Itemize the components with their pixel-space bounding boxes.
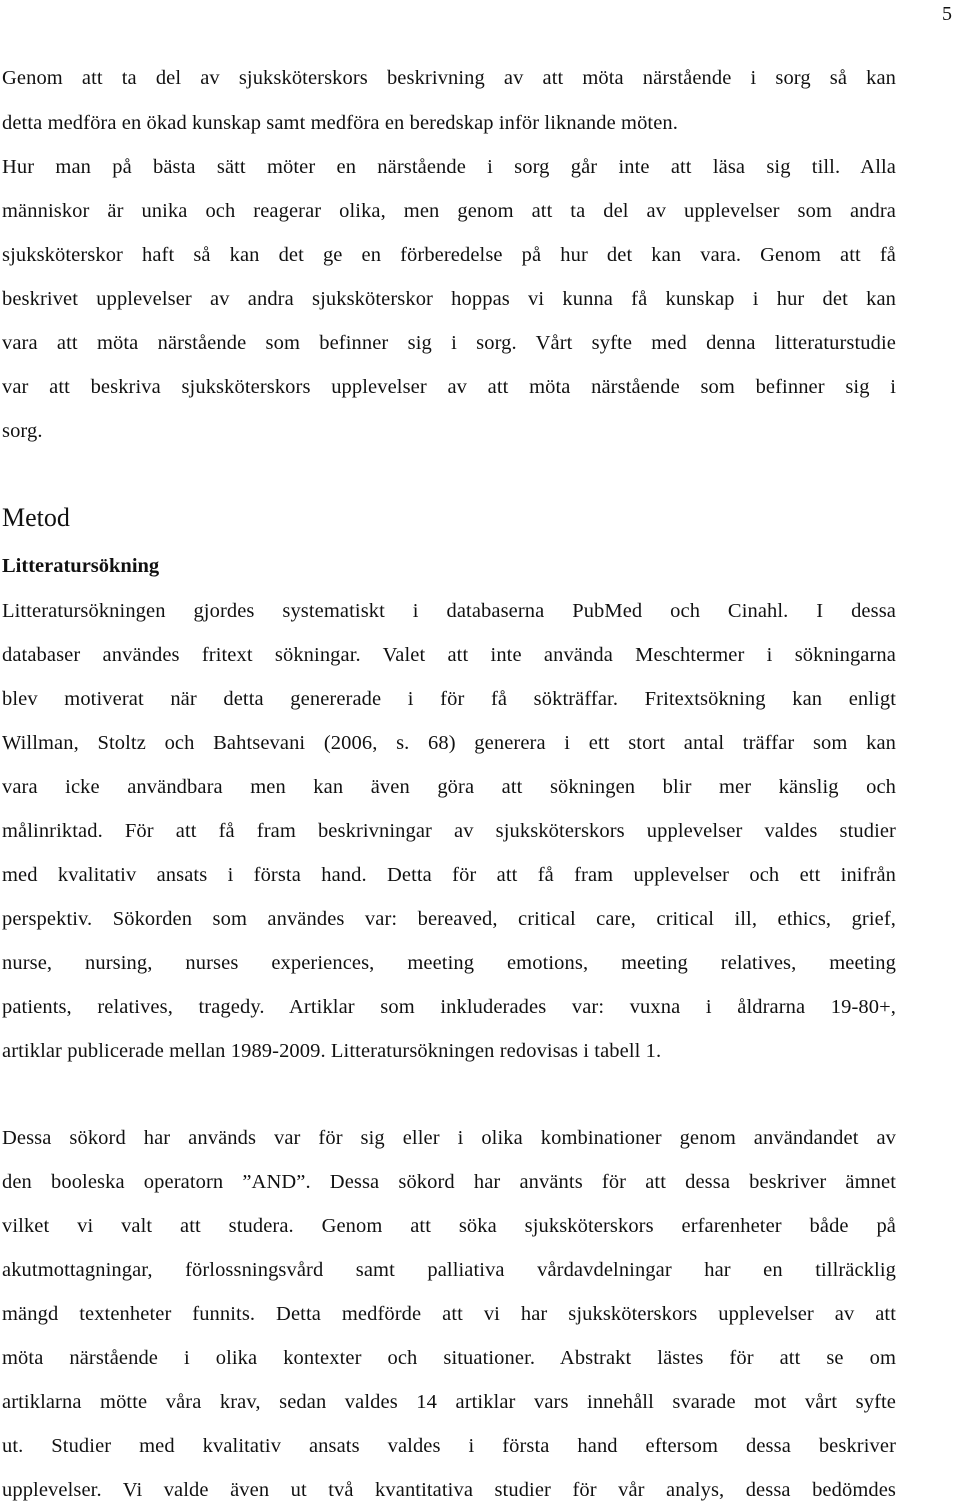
text-line: blev motiverat när detta genererade i för få sökträffar. Fritextsökning kan enligt — [2, 688, 896, 710]
text-line: akutmottagningar, förlossningsvård samt palliativa vårdavdelningar har en tillräcklig — [2, 1259, 896, 1281]
text-line: vara att möta närstående som befinner sig i sorg. Vårt syfte med denna litteraturstudie — [2, 332, 896, 354]
text-line: sorg. — [2, 420, 43, 442]
text-line: målinriktad. För att få fram beskrivningar av sjuksköterskors upplevelser valdes studier — [2, 820, 896, 842]
text-line: mängd textenheter funnits. Detta medförde att vi har sjuksköterskors upplevelser av att — [2, 1303, 896, 1325]
text-line: upplevelser. Vi valde även ut två kvantitativa studier för vår analys, dessa bedömdes — [2, 1479, 896, 1501]
text-line: databaser användes fritext sökningar. Valet att inte använda Meschtermer i sökningarna — [2, 644, 896, 666]
text-line: artiklarna mötte våra krav, sedan valdes 14 artiklar vars innehåll svarade mot vårt syfte — [2, 1391, 896, 1413]
text-line: beskrivet upplevelser av andra sjuksköterskor hoppas vi kunna få kunskap i hur det kan — [2, 288, 896, 310]
text-line: sjuksköterskor haft så kan det ge en förberedelse på hur det kan vara. Genom att få — [2, 244, 896, 266]
text-line: Hur man på bästa sätt möter en närstående i sorg går inte att läsa sig till. Alla — [2, 156, 896, 178]
text-line: Willman, Stoltz och Bahtsevani (2006, s. 68) generera i ett stort antal träffar som kan — [2, 732, 896, 754]
text-line: Genom att ta del av sjuksköterskors beskrivning av att möta närstående i sorg så kan — [2, 67, 896, 89]
text-line: patients, relatives, tragedy. Artiklar som inkluderades var: vuxna i åldrarna 19-80+, — [2, 996, 896, 1018]
text-line: den booleska operatorn ”AND”. Dessa sökord har använts för att dessa beskriver ämnet — [2, 1171, 896, 1193]
text-line: Litteratursökningen gjordes systematiskt i databaserna PubMed och Cinahl. I dessa — [2, 600, 896, 622]
text-line: Dessa sökord har används var för sig eller i olika kombinationer genom användandet av — [2, 1127, 896, 1149]
page-number: 5 — [942, 3, 952, 25]
subsection-heading: Litteratursökning — [2, 555, 160, 577]
text-line: vara icke användbara men kan även göra att sökningen blir mer känslig och — [2, 776, 896, 798]
text-line: ut. Studier med kvalitativ ansats valdes i första hand eftersom dessa beskriver — [2, 1435, 896, 1457]
text-line: med kvalitativ ansats i första hand. Detta för att få fram upplevelser och ett inifrån — [2, 864, 896, 886]
text-line: vilket vi valt att studera. Genom att söka sjuksköterskors erfarenheter både på — [2, 1215, 896, 1237]
text-line: perspektiv. Sökorden som användes var: bereaved, critical care, critical ill, ethics, grief, — [2, 908, 896, 930]
text-line: möta närstående i olika kontexter och situationer. Abstrakt lästes för att se om — [2, 1347, 896, 1369]
text-line: var att beskriva sjuksköterskors upplevelser av att möta närstående som befinner sig i — [2, 376, 896, 398]
text-line: nurse, nursing, nurses experiences, meeting emotions, meeting relatives, meeting — [2, 952, 896, 974]
text-line: detta medföra en ökad kunskap samt medföra en beredskap inför liknande möten. — [2, 112, 679, 134]
text-line: människor är unika och reagerar olika, men genom att ta del av upplevelser som andra — [2, 200, 896, 222]
text-line: artiklar publicerade mellan 1989-2009. Litteratursökningen redovisas i tabell 1. — [2, 1040, 662, 1062]
section-heading: Metod — [2, 503, 70, 532]
